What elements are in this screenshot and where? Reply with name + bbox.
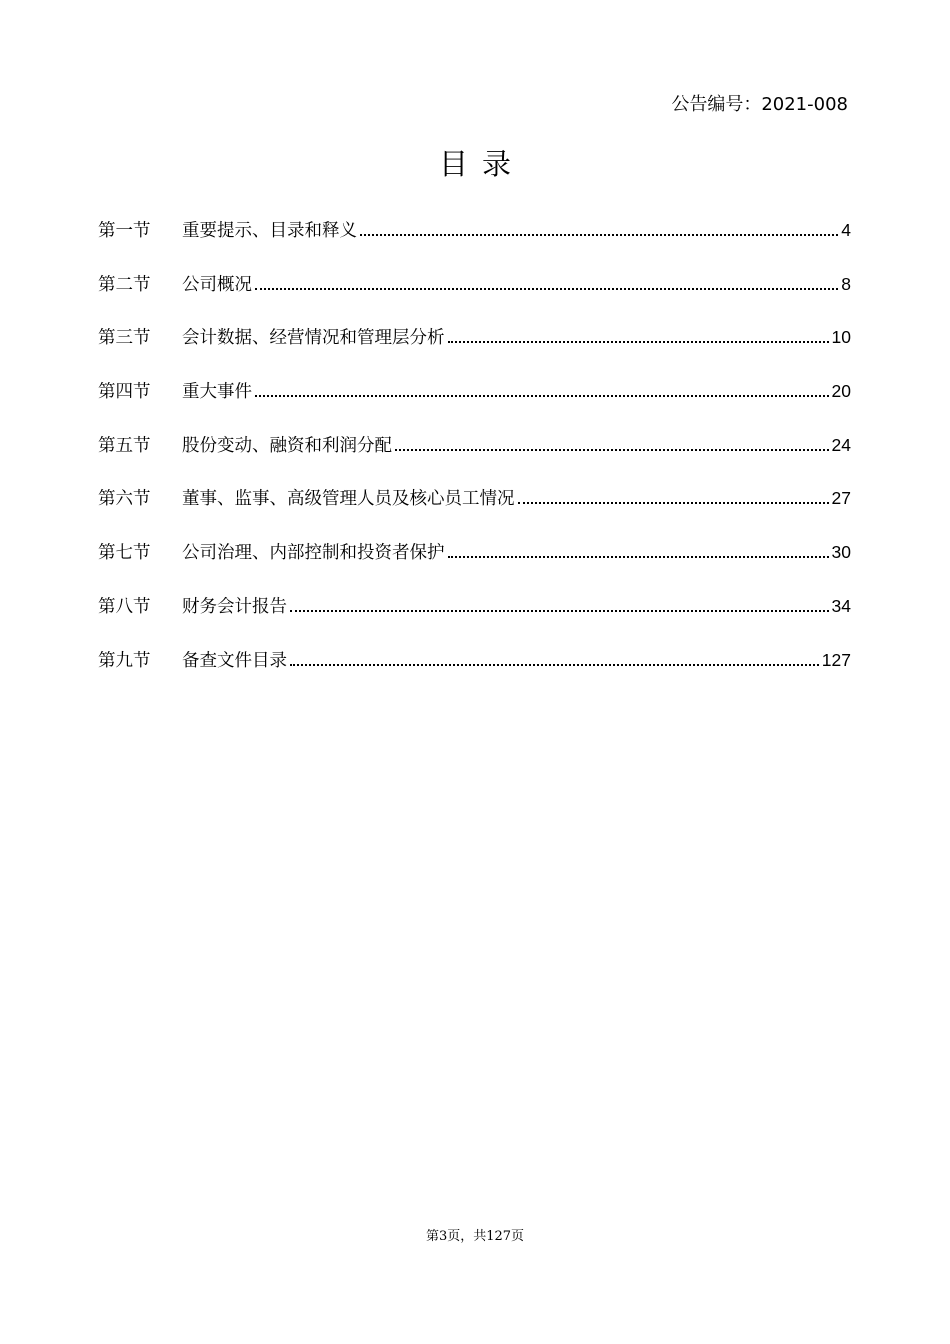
toc-dot-leader	[448, 341, 829, 343]
toc-dot-leader	[255, 288, 838, 290]
toc-page-number: 10	[831, 327, 851, 348]
toc-page-number: 27	[831, 488, 851, 509]
toc-page-number: 30	[831, 542, 851, 563]
toc-entry-3[interactable]	[98, 324, 851, 378]
toc-heading: 财务会计报告	[182, 596, 287, 617]
toc-entry-1[interactable]	[98, 217, 851, 271]
toc-heading: 董事、监事、高级管理人员及核心员工情况	[182, 489, 515, 510]
toc-section-number: 第八节	[98, 596, 151, 617]
toc-heading: 股份变动、融资和利润分配	[182, 435, 392, 456]
toc-entry-9[interactable]	[98, 647, 851, 701]
toc-heading: 公司治理、内部控制和投资者保护	[182, 543, 445, 564]
toc-heading: 备查文件目录	[182, 650, 287, 671]
toc-page-number: 8	[841, 273, 851, 294]
toc-dot-leader	[255, 395, 829, 397]
toc-dot-leader	[395, 449, 829, 451]
toc-entry-5[interactable]	[98, 432, 851, 486]
toc-dot-leader	[448, 556, 829, 558]
toc-heading: 公司概况	[182, 274, 252, 295]
toc-section-number: 第五节	[98, 435, 151, 456]
notice-number: 公告编号：2021-008	[671, 94, 848, 115]
table-of-contents	[98, 217, 851, 700]
toc-section-number: 第九节	[98, 650, 151, 671]
toc-title: 目录	[438, 147, 525, 181]
toc-entry-7[interactable]	[98, 539, 851, 593]
toc-page-number: 24	[831, 434, 851, 455]
toc-section-number: 第一节	[98, 221, 151, 241]
toc-entry-4[interactable]	[98, 378, 851, 432]
toc-heading: 重要提示、目录和释义	[182, 221, 357, 241]
toc-entry-2[interactable]	[98, 271, 851, 325]
toc-page-number: 34	[831, 595, 851, 616]
toc-entry-8[interactable]	[98, 593, 851, 647]
toc-dot-leader	[360, 234, 838, 236]
toc-page-number: 4	[841, 220, 851, 240]
toc-dot-leader	[518, 502, 829, 504]
toc-section-number: 第六节	[98, 489, 151, 510]
toc-page-number: 127	[821, 649, 851, 670]
toc-section-number: 第二节	[98, 274, 151, 295]
toc-dot-leader	[290, 664, 819, 666]
toc-section-number: 第三节	[98, 328, 151, 349]
toc-heading: 重大事件	[182, 382, 252, 403]
toc-entry-6[interactable]	[98, 485, 851, 539]
toc-section-number: 第七节	[98, 543, 151, 564]
toc-heading: 会计数据、经营情况和管理层分析	[182, 328, 445, 349]
toc-page-number: 20	[831, 381, 851, 402]
page-footer: 第3页，共127页	[425, 1229, 525, 1244]
toc-section-number: 第四节	[98, 382, 151, 403]
toc-dot-leader	[290, 610, 829, 612]
